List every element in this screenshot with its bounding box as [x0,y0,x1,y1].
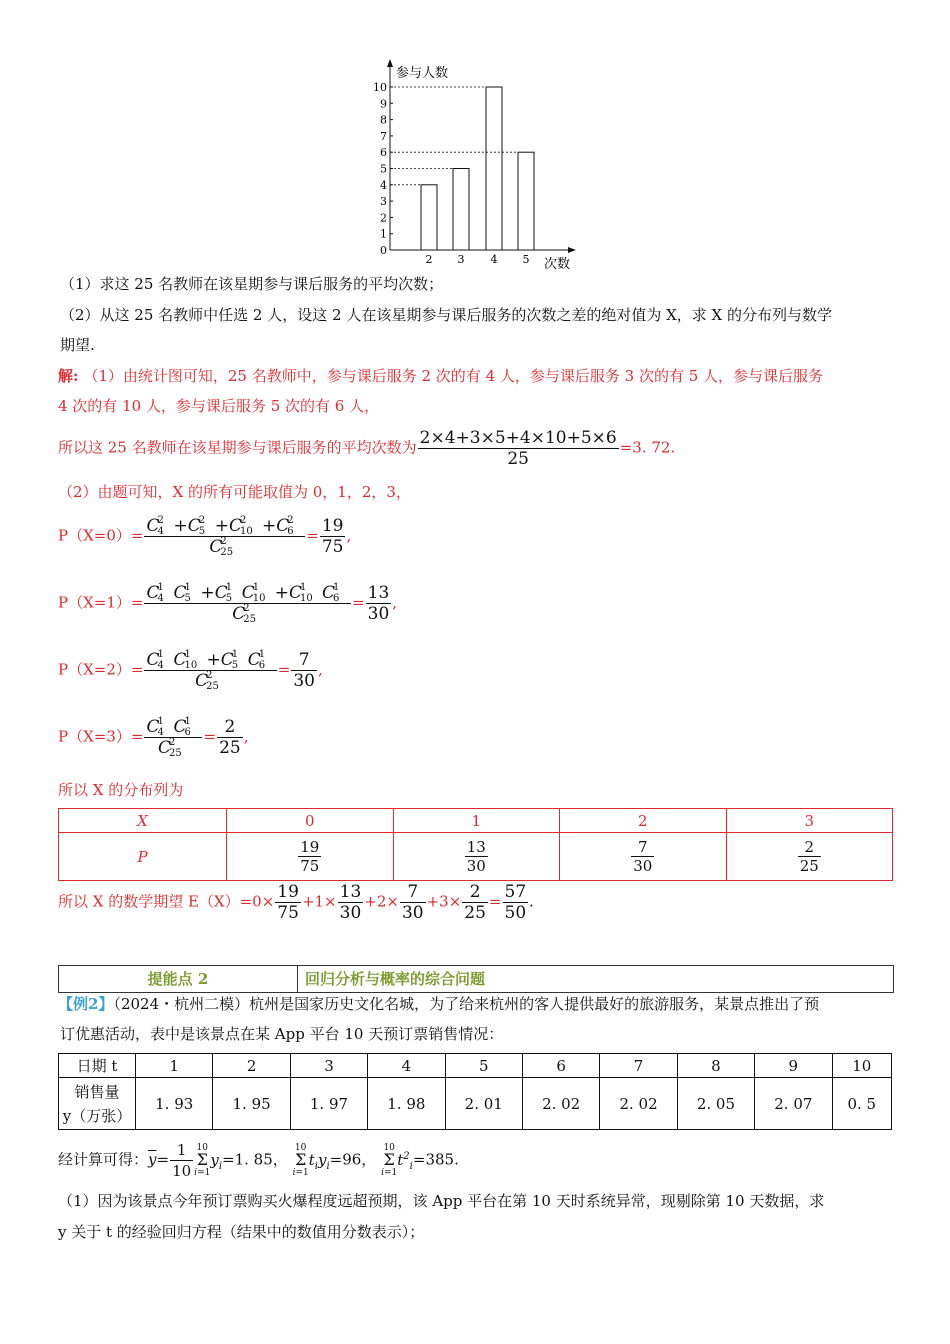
p0-num: 19 [321,516,344,536]
x-tick-label: 2 [425,253,433,266]
sales-header-volume [59,1078,136,1130]
dist-p3-den: 25 [799,857,819,875]
sales-cell: 1. 95 [213,1078,290,1130]
sales-table [58,1053,892,1130]
y-axis-label: 参与人数 [396,66,449,81]
skill-label: 提能点 2 [147,970,209,988]
dist-intro: 所以 X 的分布列为 [58,781,184,799]
sales-cell: 2. 02 [522,1078,599,1130]
y-tick-label: 1 [380,227,387,241]
solution-line2: 4 次的有 10 人，参与课后服务 5 次的有 6 人， [58,397,380,415]
p3-num: 2 [224,717,236,737]
p3-label: P（X=3）= [58,727,144,746]
dist-p0-den: 75 [300,857,320,875]
dist-p1-den: 30 [466,857,486,875]
dist-p2-den: 30 [633,857,653,875]
question-2-line2: 期望. [60,336,95,354]
dist-p0-num: 19 [300,838,320,856]
day-cell: 1 [136,1054,213,1078]
prob-x0: P（X=0）= C 2 4 +C 2 5 +C 2 10 +C 2 6 C 2 25 = $\frac{19}{75}$ , [58,515,352,558]
y-tick-label: 8 [380,113,387,127]
mean-result: =3. 72. [619,438,676,457]
sales-cell: 2. 01 [445,1078,522,1130]
mean-numerator: 2×4+3×5+4×10+5×6 [419,428,617,448]
distribution-table [58,808,893,881]
question-1: （1）求这 25 名教师在该星期参与课后服务的平均次数； [60,275,444,293]
sales-cell: 2. 07 [755,1078,832,1130]
y-axis-arrow-icon [387,59,393,67]
y-tick-label: 9 [380,97,387,111]
p1-label: P（X=1）= [58,593,144,612]
calc-result-3: =385. [412,1150,459,1169]
sales-cell: 2. 05 [677,1078,754,1130]
sales-header-volume-2: y（万张） [62,1106,132,1125]
y-tick-label: 2 [380,211,387,225]
day-cell: 6 [522,1054,599,1078]
p0-den: 75 [321,537,344,557]
p2-label: P（X=2）= [58,660,144,679]
p0-label: P（X=0）= [58,526,144,545]
dist-p2-num: 7 [637,838,648,856]
example-line1 [58,994,819,1014]
calc-line: 经计算可得：$\overline{y}=$ $\frac{1}{10}$ 10 Σ $i=1y_i=1$. 85， 10 Σ $i=1t_iy_i=96$， 10 Σ $i=1t^2_i=385$. [58,1141,459,1180]
x-axis-label: 次数 [544,257,571,272]
example-label: 【例2】 [58,995,114,1013]
calc-result-2: =96， [329,1150,377,1169]
calc-prefix: 经计算可得： [58,1150,149,1169]
dist-p3-num: 2 [804,838,815,856]
x-tick-label: 4 [490,253,498,266]
calc-result-1: =1. 85， [222,1150,288,1169]
bar [421,185,437,250]
day-cell: 8 [677,1054,754,1078]
mean-prefix: 所以这 25 名教师在该星期参与课后服务的平均次数为 [58,438,417,457]
p2-num: 7 [298,650,310,670]
dist-row-label: P [59,833,227,881]
p2-den: 30 [293,671,315,691]
dist-header-2: 2 [560,809,727,833]
prob-x2: P（X=2）= C 1 4 C 1 10 +C 1 5 C 1 6 C 2 25 = $\frac{7}{30}$ , [58,649,323,692]
dist-header-3: 3 [726,809,893,833]
day-cell: 5 [445,1054,522,1078]
p1-den: 30 [367,604,390,624]
sales-header-date: 日期 t [59,1054,136,1078]
y-tick-label: 3 [380,195,387,209]
bar [486,87,502,250]
day-cell: 2 [213,1054,290,1078]
skill-title: 回归分析与概率的综合问题 [305,970,486,988]
sales-cell: 1. 97 [290,1078,367,1130]
p1-num: 13 [367,583,390,603]
day-cell: 10 [832,1054,891,1078]
y-tick-label: 7 [380,129,387,143]
sales-cell: 1. 93 [136,1078,213,1130]
dist-header-1: 1 [393,809,560,833]
expect-prefix: 所以 X 的数学期望 E（X）=0× [58,892,275,911]
final-line1: （1）因为该景点今年预订票购买火爆程度远超预期，该 App 平台在第 10 天时系统异常，现剔除第 10 天数据，求 [58,1192,825,1210]
skill-bar [58,965,894,993]
expectation-formula: 所以 X 的数学期望 E（X）=0× $\frac{19}{75}$ +1× $\frac{13}{30}$ +2× $\frac{7}{30}$ +3× $\frac{2}{25}$ = $\frac{57}{50}$ . [58,882,534,923]
dist-header-0: 0 [227,809,394,833]
mean-formula [58,428,675,469]
part2-intro: （2）由题可知，X 的所有可能取值为 0，1，2，3， [58,483,411,501]
solution-line1 [58,366,823,386]
mean-denominator: 25 [418,448,619,469]
bar [453,169,469,251]
expect-end: . [529,892,534,911]
final-line2: y 关于 t 的经验回归方程（结果中的数值用分数表示）； [58,1223,425,1241]
prob-x3: P（X=3）= C 1 4 C 1 6 C 2 25 = $\frac{2}{25}$ , [58,716,249,759]
sales-cell: 0. 5 [832,1078,891,1130]
sales-cell: 1. 98 [368,1078,445,1130]
prob-x1: P（X=1）= C 1 4 C 1 5 +C 1 5 C 1 10 +C 1 10 C 1 6 C 2 25 = $\frac{13}{30}$ , [58,582,398,625]
x-axis-arrow-icon [568,247,576,253]
sales-cell: 2. 02 [600,1078,677,1130]
p3-den: 25 [219,738,241,758]
solution-label: 解: [58,367,79,385]
day-cell: 7 [600,1054,677,1078]
day-cell: 3 [290,1054,367,1078]
bar-chart [360,55,590,275]
solution-text-1: （1）由统计图可知，25 名教师中，参与课后服务 2 次的有 4 人，参与课后服务 3 次的有 5 人，参与课后服务 [83,367,824,385]
c-4-2: C 2 4 [146,515,164,537]
sales-header-volume-1: 销售量 [74,1082,120,1101]
y-tick-label: 0 [380,244,387,257]
y-tick-label: 10 [373,81,387,94]
y-tick-label: 6 [380,146,387,160]
question-2-line1: （2）从这 25 名教师中任选 2 人，设这 2 人在该星期参与课后服务的次数之差的绝对值为 X，求 X 的分布列与数学 [60,306,832,324]
dist-p1-num: 13 [466,838,486,856]
dist-header-x: X [59,809,227,833]
day-cell: 4 [368,1054,445,1078]
y-tick-label: 5 [380,162,387,176]
x-tick-label: 3 [457,253,465,266]
x-tick-label: 5 [522,253,530,266]
day-cell: 9 [755,1054,832,1078]
y-tick-label: 4 [380,178,387,192]
bar [518,152,534,250]
example-text-1: （2024・杭州二模）杭州是国家历史文化名城，为了给来杭州的客人提供最好的旅游服务，某景点推出了预 [113,995,820,1013]
example-line2: 订优惠活动，表中是该景点在某 App 平台 10 天预订票销售情况： [60,1025,504,1043]
